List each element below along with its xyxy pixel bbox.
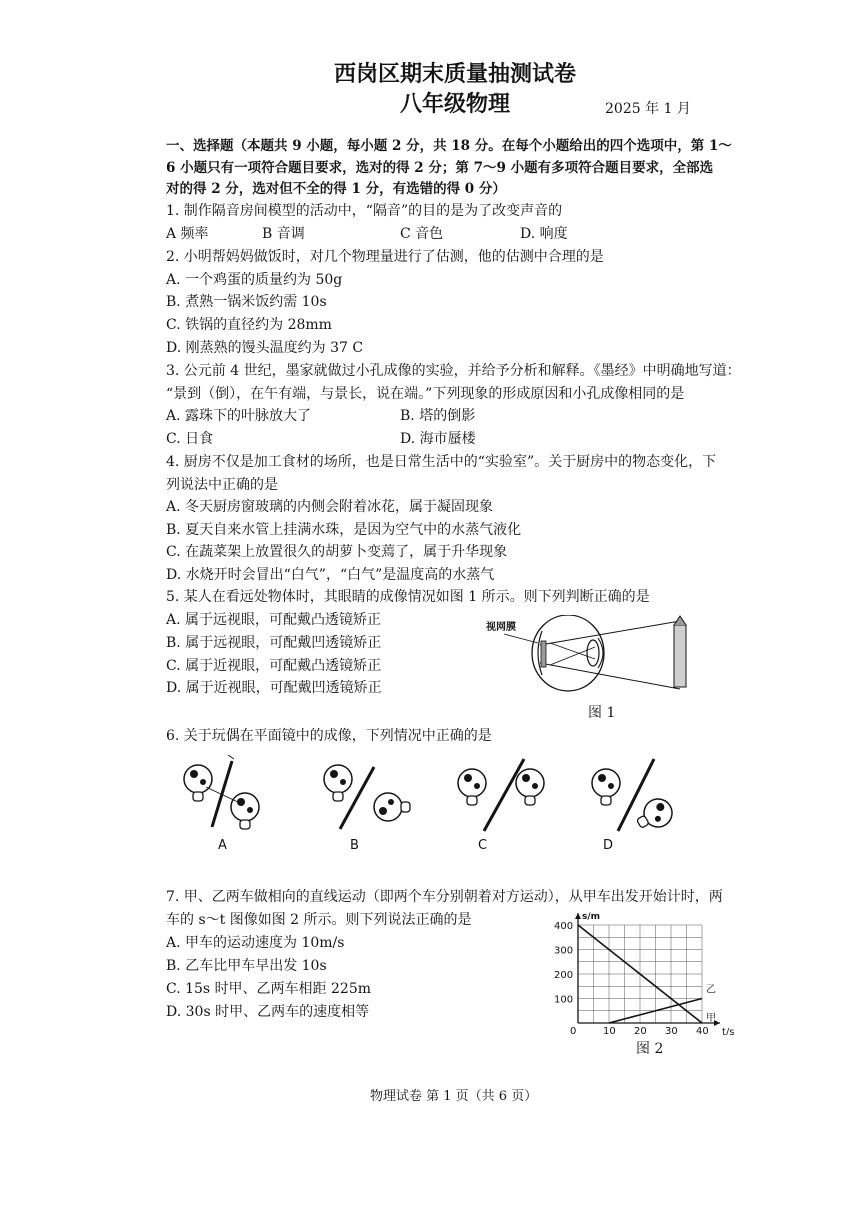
q4-stem-line2: 列说法中正确的是 (166, 477, 278, 493)
q1-option-c: C 音色 (400, 226, 444, 242)
x-tick-label: 40 (696, 1026, 709, 1035)
option-a-mirror-drawing (184, 755, 259, 829)
q1-option-d: D. 响度 (520, 226, 568, 242)
option-label-d: D (603, 838, 614, 853)
x-axis-label: t/s (722, 1027, 735, 1035)
page-footer: 物理试卷 第 1 页（共 6 页） (370, 1089, 538, 1104)
y-axis-label: s/m (582, 912, 601, 922)
option-d-mirror-drawing (592, 759, 677, 836)
series-label: 甲 (706, 1013, 716, 1024)
q2-option-d: D. 刚蒸熟的馒头温度约为 37 C (166, 340, 364, 356)
q5-stem: 5. 某人在看远处物体时，其眼睛的成像情况如图 1 所示。则下列判断正确的是 (166, 589, 650, 605)
exam-date: 2025 年 1 月 (605, 101, 691, 117)
figure-q6-mirrors (170, 755, 690, 855)
distant-object (674, 625, 686, 687)
q7-stem-line2: 车的 s～t 图像如图 2 所示。则下列说法正确的是 (166, 912, 472, 928)
y-tick-label: 400 (554, 921, 574, 932)
plane-mirror (212, 761, 232, 827)
x-tick-label: 20 (634, 1026, 647, 1035)
q5-option-d: D. 属于近视眼，可配戴凹透镜矫正 (166, 680, 382, 696)
q7-option-a: A. 甲车的运动速度为 10m/s (166, 935, 345, 951)
q7-option-c: C. 15s 时甲、乙两车相距 225m (166, 981, 372, 997)
doll-image (374, 793, 410, 821)
retina-label: 视网膜 (486, 622, 516, 633)
q5-option-c: C. 属于近视眼，可配戴凸透镜矫正 (166, 658, 382, 674)
figure-2-st-chart (540, 905, 740, 1035)
q3-option-c: C. 日食 (166, 431, 214, 447)
q5-option-b: B. 属于远视眼，可配戴凹透镜矫正 (166, 635, 382, 651)
q3-option-d: D. 海市蜃楼 (400, 431, 476, 447)
q3-stem-line2: “景到（倒），在午有端，与景长，说在端。”下列现象的形成原因和小孔成像相同的是 (166, 386, 685, 402)
x-tick-label: 10 (603, 1026, 616, 1035)
section-intro-line1: 一、选择题（本题共 9 小题，每小题 2 分，共 18 分。在每个小题给出的四个选项中，第 1～ (166, 138, 732, 154)
q2-option-c: C. 铁锅的直径约为 28mm (166, 317, 332, 333)
q4-option-b: B. 夏天自来水管上挂满水珠，是因为空气中的水蒸气液化 (166, 522, 522, 538)
q1-option-a: A 频率 (166, 226, 209, 242)
option-label-c: C (478, 838, 488, 853)
doll-object (184, 765, 212, 801)
series-label: 乙 (706, 984, 716, 996)
q7-option-b: B. 乙车比甲车早出发 10s (166, 958, 327, 974)
section-intro-line3: 对的得 2 分，选对但不全的得 1 分，有选错的得 0 分） (166, 181, 506, 197)
q3-stem-line1: 3. 公元前 4 世纪，墨家就做过小孔成像的实验，并给予分析和解释。《墨经》中明确地写道： (166, 363, 741, 379)
page-subtitle: 八年级物理 (400, 91, 511, 117)
eye-lens (587, 640, 599, 666)
doll-object (592, 769, 620, 805)
doll-image (516, 769, 544, 805)
plane-mirror (484, 759, 524, 831)
option-label-a: A (218, 838, 227, 853)
q3-option-b: B. 塔的倒影 (400, 408, 476, 424)
q4-option-d: D. 水烧开时会冒出“白气”，“白气”是温度高的水蒸气 (166, 567, 495, 583)
y-tick-label: 200 (554, 970, 574, 981)
y-tick-label: 300 (554, 945, 574, 957)
option-b-mirror-drawing (324, 765, 410, 829)
q6-stem: 6. 关于玩偶在平面镜中的成像，下列情况中正确的是 (166, 728, 492, 744)
option-c-mirror-drawing (458, 759, 544, 831)
q1-stem: 1. 制作隔音房间模型的活动中，“隔音”的目的是为了改变声音的 (166, 203, 563, 219)
q1-option-b: B 音调 (262, 226, 305, 242)
q2-stem: 2. 小明帮妈妈做饭时，对几个物理量进行了估测，他的估测中合理的是 (166, 249, 604, 265)
y-axis-arrow (575, 913, 581, 919)
doll-image (632, 794, 677, 836)
doll-object (458, 769, 486, 805)
y-tick-label: 100 (554, 994, 574, 1006)
q2-option-b: B. 煮熟一锅米饭约需 10s (166, 294, 327, 310)
option-label-b: B (350, 838, 359, 853)
figure-1-eye-diagram (480, 615, 710, 700)
q2-option-a: A. 一个鸡蛋的质量约为 50g (166, 272, 343, 288)
q4-stem-line1: 4. 厨房不仅是加工食材的场所，也是日常生活中的“实验室”。关于厨房中的物态变化，下 (166, 454, 717, 470)
section-intro-line2: 6 小题只有一项符合题目要求，选对的得 2 分；第 7～9 小题有多项符合题目要求，全部选 (166, 160, 714, 176)
doll-object (324, 765, 352, 801)
light-ray-top (540, 621, 680, 645)
x-tick-label: 0 (570, 1026, 577, 1035)
figure-1-caption: 图 1 (588, 705, 616, 721)
q4-option-a: A. 冬天厨房窗玻璃的内侧会附着冰花，属于凝固现象 (166, 499, 494, 515)
x-tick-label: 30 (665, 1026, 678, 1035)
mirror-hatch (228, 755, 234, 759)
object-roof (674, 616, 686, 625)
q4-option-c: C. 在蔬菜架上放置很久的胡萝卜变蔫了，属于升华现象 (166, 544, 508, 560)
image-on-retina (541, 641, 546, 667)
figure-2-caption: 图 2 (636, 1041, 664, 1057)
q7-option-d: D. 30s 时甲、乙两车的速度相等 (166, 1004, 370, 1020)
q3-option-a: A. 露珠下的叶脉放大了 (166, 408, 312, 424)
doll-image (231, 793, 259, 829)
q5-option-a: A. 属于远视眼，可配戴凸透镜矫正 (166, 612, 382, 628)
light-ray-bottom (540, 663, 680, 689)
page-title: 西岗区期末质量抽测试卷 (334, 61, 577, 87)
q7-stem-line1: 7. 甲、乙两车做相向的直线运动（即两个车分别朝着对方运动），从甲车出发开始计时，两 (166, 889, 723, 905)
